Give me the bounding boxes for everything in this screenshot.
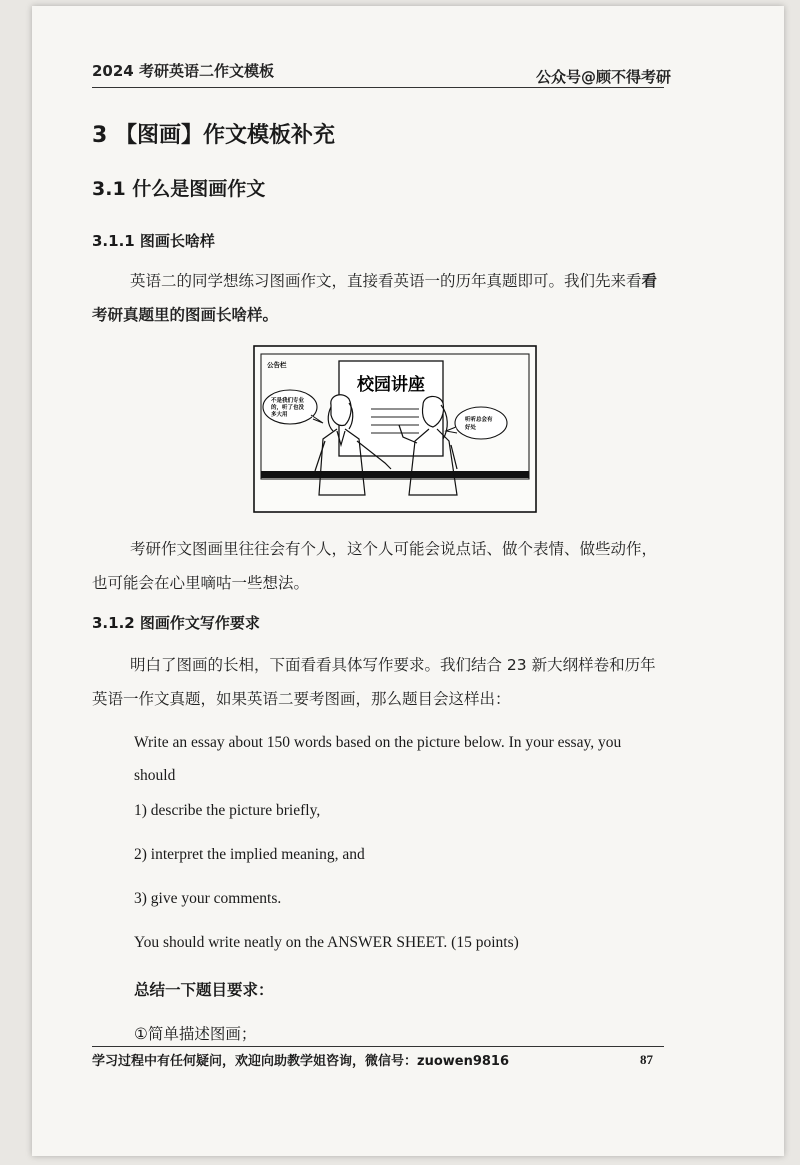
subsubsection-heading-2: 3.1.2 图画作文写作要求: [92, 614, 260, 632]
intro-bold-text: 看考研真题里的图画长啥样。: [92, 272, 658, 324]
prompt-closing: You should write neatly on the ANSWER SHEET. (15 points): [134, 934, 519, 951]
explanation-paragraph: 考研作文图画里往往会有个人，这个人可能会说点话、做个表情、做些动作，也可能会在心里嘀咕一些想法。: [92, 540, 658, 592]
right-bubble-text: 听听总会有 好处: [465, 417, 493, 431]
intro-text: 英语二的同学想练习图画作文，直接看英语一的历年真题即可。我们先来看: [130, 272, 642, 290]
header-account: 公众号@顾不得考研: [536, 68, 672, 86]
intro-paragraph: [92, 264, 664, 332]
left-bubble-text: 不是我们专业 的，听了也没 多大用: [271, 398, 305, 418]
footer-rule: [92, 1046, 664, 1047]
footer-contact: 学习过程中有任何疑问，欢迎向助教学姐咨询，微信号：zuowen9816: [92, 1054, 510, 1069]
section-heading: 3 【图画】作文模板补充: [92, 123, 335, 148]
prompt-item-2: 2) interpret the implied meaning, and: [134, 846, 365, 863]
poster-title: 校园讲座: [357, 375, 425, 395]
right-speech-bubble: [455, 407, 507, 439]
lecture-illustration: [253, 345, 537, 513]
subsection-heading: 3.1 什么是图画作文: [92, 178, 266, 200]
header-rule: [92, 87, 664, 88]
header-title: 2024 考研英语二作文模板: [92, 62, 274, 80]
subsubsection-heading-1: 3.1.1 图画长啥样: [92, 232, 215, 250]
page-number: 87: [640, 1052, 653, 1067]
board-bottom-bar: [261, 471, 529, 478]
prompt-item-1: 1) describe the picture briefly,: [134, 802, 321, 819]
summary-item-1: ①简单描述图画；: [134, 1025, 257, 1043]
board-label: 公告栏: [267, 361, 287, 369]
summary-title: 总结一下题目要求：: [134, 981, 274, 999]
prompt-item-3: 3) give your comments.: [134, 890, 282, 907]
requirements-paragraph: 明白了图画的长相，下面看看具体写作要求。我们结合 23 新大纲样卷和历年英语一作文真题，如果英语二要考图画，那么题目会这样出：: [92, 656, 656, 708]
prompt-instruction: Write an essay about 150 words based on the picture below. In your essay, you should: [134, 734, 622, 784]
